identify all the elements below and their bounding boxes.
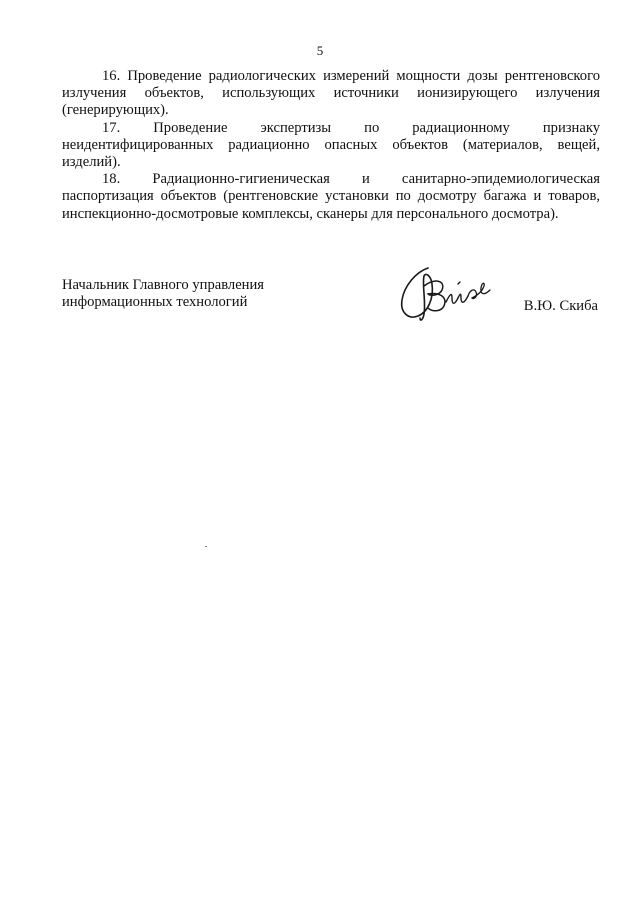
item-16-line-1: 16. Проведение радиологических измерений мощности дозы рентгеновского [102,68,600,84]
signer-name: В.Ю. Скиба [523,298,598,314]
list-item-17 [62,120,600,172]
scan-speck [205,546,207,547]
item-18-line-2: паспортизация объектов (рентгеновские установки по досмотру багажа и товаров, [62,188,600,205]
signer-position [62,277,264,311]
list-item-18 [62,171,600,223]
item-17-line-3: изделий). [62,154,121,171]
page-number: 5 [316,43,324,58]
signer-position-line-2: информационных технологий [62,294,248,311]
item-17-line-2: неидентифицированных радиационно опасных объектов (материалов, вещей, [62,136,600,153]
list-item-16 [62,68,600,120]
item-17-line-1: 17. Проведение экспертизы по радиационному признаку [102,119,600,136]
signer-position-line-1: Начальник Главного управления [62,277,265,293]
item-18-line-3: инспекционно-досмотровые комплексы, сканеры для персонального досмотра). [62,205,559,222]
item-18-line-1: 18. Радиационно-гигиеническая и санитарно-эпидемиологическая [102,171,600,188]
document-body [62,68,600,223]
item-16-line-2: излучения объектов, использующих источники ионизирующего излучения [62,85,600,102]
item-16-line-3: (генерирующих). [62,102,169,119]
handwritten-signature [398,262,494,326]
